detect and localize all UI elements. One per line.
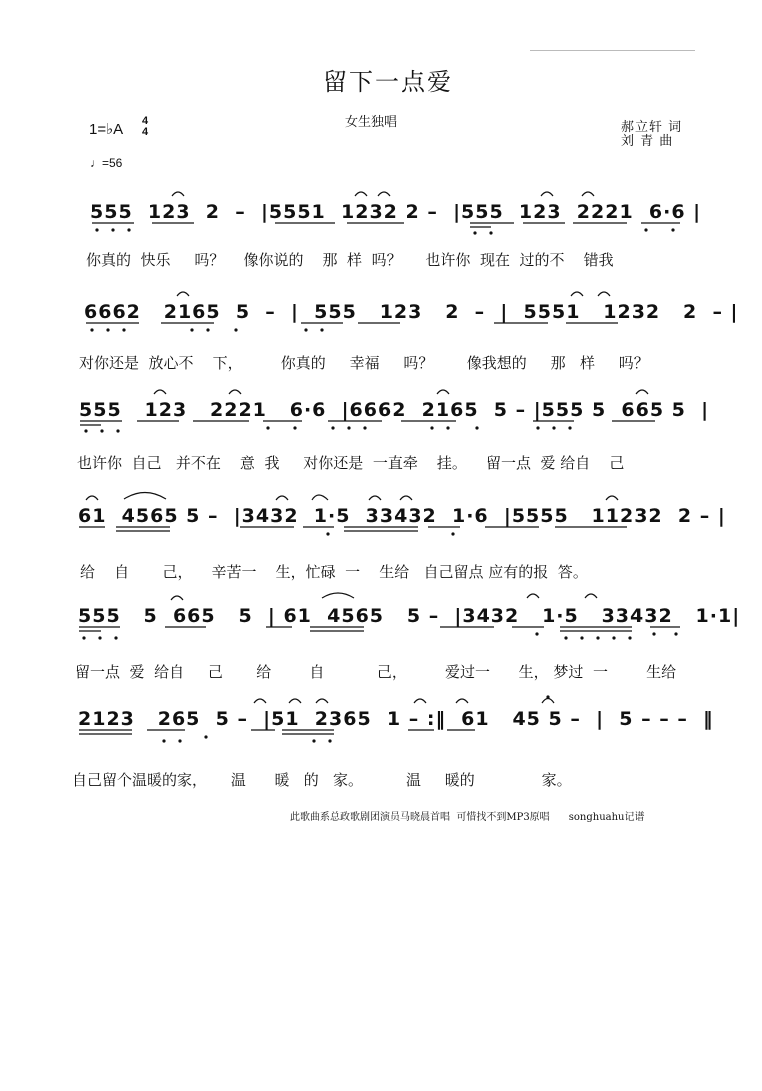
duration-underlines [79,223,680,734]
lyrics-line-4: 给 自 己， 辛苦一 生，忙碌 一 生给 自己留点 应有的报 答。 [80,563,588,581]
tempo-marking: ♩=56 [90,156,123,170]
footer-note: 此歌曲系总政歌剧团演员马晓晨首唱 可惜找不到MP3原唱 songhuahu记谱 [290,812,645,823]
octave-dots [82,228,677,742]
lyrics-line-3: 也许你 自己 并不在 意 我 对你还是 一直牵 挂。 留一点 爱 给自 己 [77,454,625,472]
time-signature-bottom: 4 [142,126,149,138]
composer-credit: 刘 青 曲 [621,134,674,149]
lyricist-credit: 郝立轩 词 [621,120,683,135]
lyrics-line-6: 自己留个温暖的家， 温 暖 的 家。 温 暖的 家。 [72,771,572,789]
notation-line-1: 555 123 2 – |5551 1232 2 – |555 123 2221 6·6 | [90,201,702,223]
notation-line-6: 2123 265 5 – |51 2365 1 – :‖ 61 45 5 – | 5 – – – ‖ [78,708,714,730]
performance-type: 女生独唱 [345,115,398,130]
lyrics-line-2: 对你还是 放心不 下， 你真的 幸福 吗？ 像我想的 那 样 吗？ [79,354,649,372]
time-signature-top: 4 [142,115,149,127]
notation-line-4: 61 4565 5 – |3432 1·5 33432 1·6 |5555 11232 2 – | [78,505,726,527]
notation-line-3: 555 123 2221 6·6 |6662 2165 5 – |555 5 665 5 | [79,399,710,421]
key-signature: 1=♭A [89,121,124,138]
lyrics-line-5: 留一点 爱 给自 己 给 自 己， 爱过一 生， 梦过 一 生给 [75,663,677,681]
lyrics-line-1: 你真的 快乐 吗？ 像你说的 那 样 吗？ 也许你 现在 过的不 错我 [86,251,614,269]
notation-line-2: 6662 2165 5 – | 555 123 2 – | 5551 1232 2 – | [84,301,739,323]
song-title: 留下一点爱 [323,68,453,96]
notation-line-5: 555 5 665 5 | 61 4565 5 – |3432 1·5 33432 1·1| [78,605,741,627]
